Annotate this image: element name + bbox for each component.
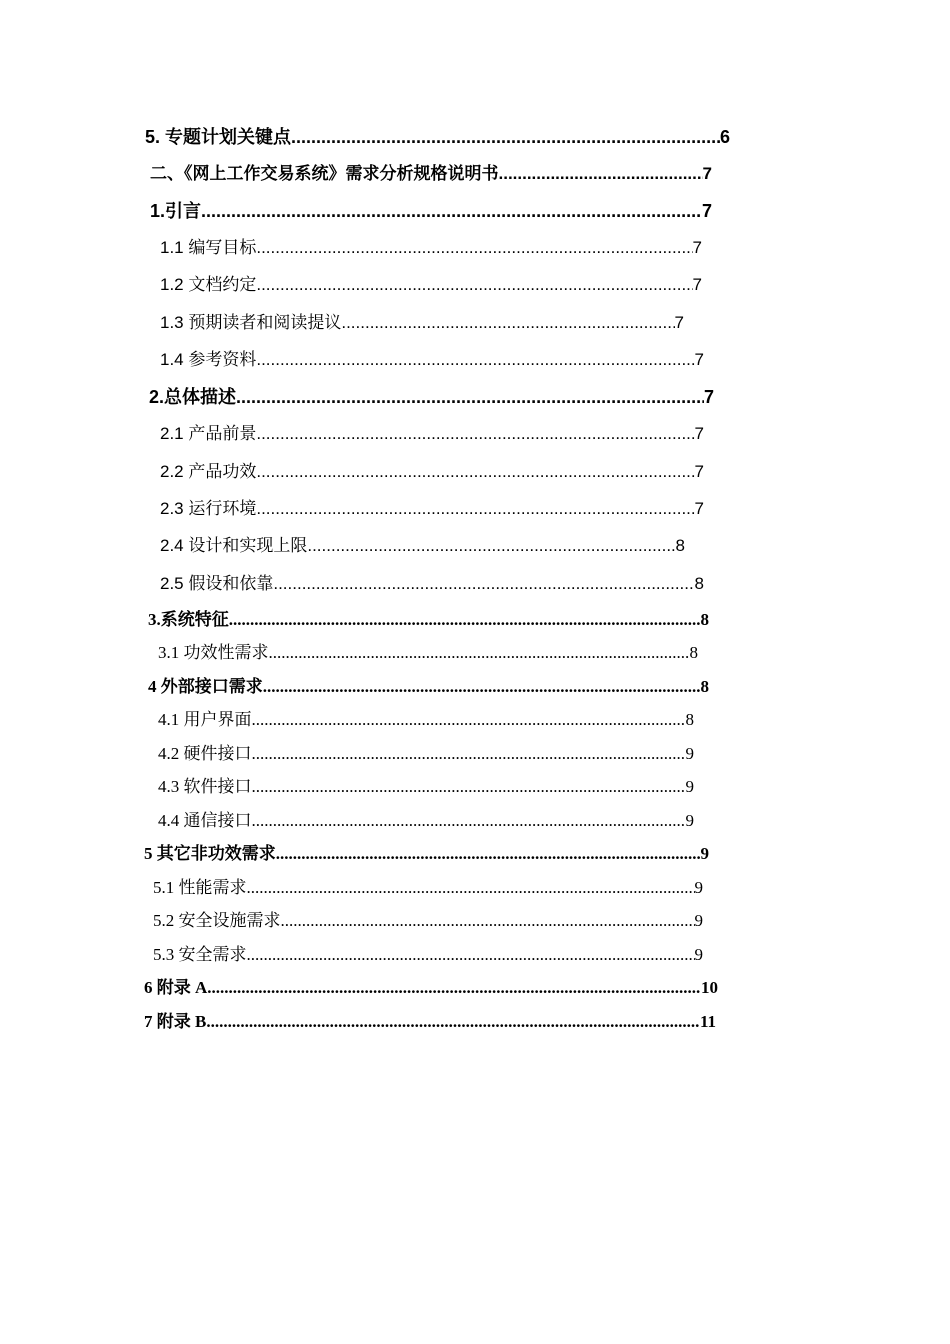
toc-leader-dots <box>256 348 694 372</box>
toc-entry-title: 3.1 功效性需求 <box>158 643 269 662</box>
toc-entry[interactable] <box>153 943 703 967</box>
toc-entry-page: 11 <box>699 1012 716 1031</box>
toc-leader-dots <box>206 1010 700 1034</box>
toc-leader-dots <box>307 534 675 558</box>
toc-leader-dots <box>252 742 686 766</box>
toc-leader-dots <box>276 842 701 866</box>
toc-entry-page: 8 <box>700 610 709 629</box>
toc-entry-title: 4.2 硬件接口 <box>158 744 252 763</box>
toc-entry-title: 5 其它非功效需求 <box>144 844 276 863</box>
toc-entry-title: 4.4 通信接口 <box>158 811 252 830</box>
toc-entry-title: 1.4 参考资料 <box>160 350 257 369</box>
toc-entry-page: 9 <box>694 945 703 964</box>
toc-entry-title: 二、《网上工作交易系统》需求分析规格说明书 <box>150 164 499 183</box>
toc-leader-dots <box>207 976 701 1000</box>
toc-entry-title: 5.1 性能需求 <box>153 878 247 897</box>
toc-entry[interactable] <box>144 1010 716 1034</box>
toc-entry[interactable] <box>149 385 714 409</box>
toc-entry-page: 7 <box>702 164 712 183</box>
toc-leader-dots <box>269 641 690 665</box>
toc-entry-page: 9 <box>685 777 694 796</box>
toc-entry-title: 5.2 安全设施需求 <box>153 911 281 930</box>
toc-entry-title: 2.1 产品前景 <box>160 424 257 443</box>
toc-entry-page: 7 <box>694 462 704 481</box>
toc-entry-page: 7 <box>692 238 702 257</box>
toc-leader-dots <box>273 572 694 596</box>
toc-leader-dots <box>263 675 701 699</box>
toc-entry-title: 2.3 运行环境 <box>160 499 257 518</box>
toc-leader-dots <box>291 125 720 149</box>
toc-entry-page: 7 <box>701 201 712 221</box>
toc-leader-dots <box>247 876 695 900</box>
toc-entry-page: 9 <box>685 744 694 763</box>
toc-leader-dots <box>256 460 694 484</box>
toc-entry-title: 4 外部接口需求 <box>148 677 263 696</box>
toc-entry-page: 7 <box>692 275 702 294</box>
toc-entry-page: 6 <box>719 127 730 147</box>
toc-entry[interactable] <box>158 775 694 799</box>
toc-entry[interactable] <box>158 641 698 665</box>
toc-entry-title: 2.4 设计和实现上限 <box>160 536 308 555</box>
toc-entry-page: 8 <box>675 536 685 555</box>
toc-leader-dots <box>252 809 686 833</box>
toc-entry-title: 2.2 产品功效 <box>160 462 257 481</box>
toc-leader-dots <box>499 162 703 186</box>
toc-entry[interactable] <box>160 348 704 372</box>
toc-leader-dots <box>252 775 686 799</box>
toc-entry-page: 7 <box>694 350 704 369</box>
toc-entry[interactable] <box>144 976 718 1000</box>
toc-entry[interactable] <box>153 909 703 933</box>
toc-entry-title: 2.5 假设和依靠 <box>160 574 274 593</box>
toc-leader-dots <box>256 497 694 521</box>
toc-entry[interactable] <box>160 311 684 335</box>
toc-entry[interactable] <box>148 608 709 632</box>
toc-entry-title: 3.系统特征 <box>148 610 229 629</box>
toc-entry-title: 5. 专题计划关键点 <box>145 127 292 147</box>
toc-leader-dots <box>281 909 695 933</box>
toc-entry[interactable] <box>160 572 704 596</box>
toc-entry-title: 2.总体描述 <box>149 387 237 407</box>
toc-leader-dots <box>256 273 692 297</box>
toc-entry-title: 1.3 预期读者和阅读提议 <box>160 313 342 332</box>
toc-entry[interactable] <box>158 708 694 732</box>
toc-entry[interactable] <box>145 125 730 149</box>
toc-entry-title: 7 附录 B <box>144 1012 207 1031</box>
toc-leader-dots <box>229 608 701 632</box>
toc-entry-title: 1.引言 <box>150 201 202 221</box>
toc-entry[interactable] <box>148 675 709 699</box>
toc-entry-page: 8 <box>700 677 709 696</box>
toc-entry[interactable] <box>144 842 709 866</box>
toc-entry[interactable] <box>160 534 685 558</box>
toc-entry-title: 4.1 用户界面 <box>158 710 252 729</box>
toc-entry-page: 9 <box>694 911 703 930</box>
toc-entry-page: 7 <box>674 313 684 332</box>
toc-entry-page: 9 <box>685 811 694 830</box>
toc-entry[interactable] <box>160 422 704 446</box>
toc-entry-page: 8 <box>685 710 694 729</box>
toc-entry-page: 9 <box>700 844 709 863</box>
toc-leader-dots <box>341 311 674 335</box>
toc-entry[interactable] <box>160 236 702 260</box>
toc-entry-title: 1.1 编写目标 <box>160 238 257 257</box>
toc-leader-dots <box>201 199 702 223</box>
toc-entry[interactable] <box>160 460 704 484</box>
toc-entry[interactable] <box>150 199 712 223</box>
toc-entry-page: 7 <box>694 499 704 518</box>
toc-entry[interactable] <box>153 876 703 900</box>
toc-entry-title: 4.3 软件接口 <box>158 777 252 796</box>
toc-entry-page: 9 <box>694 878 703 897</box>
toc-entry[interactable] <box>158 742 694 766</box>
toc-entry[interactable] <box>158 809 694 833</box>
toc-leader-dots <box>252 708 686 732</box>
toc-entry[interactable] <box>150 162 712 186</box>
toc-entry-title: 6 附录 A <box>144 978 208 997</box>
toc-entry-page: 8 <box>689 643 698 662</box>
toc-entry-page: 7 <box>694 424 704 443</box>
toc-entry[interactable] <box>160 273 702 297</box>
toc-entry-title: 5.3 安全需求 <box>153 945 247 964</box>
toc-leader-dots <box>236 385 704 409</box>
toc-entry-page: 10 <box>701 978 718 997</box>
toc-entry-page: 7 <box>703 387 714 407</box>
toc-entry-page: 8 <box>694 574 704 593</box>
toc-entry[interactable] <box>160 497 704 521</box>
toc-leader-dots <box>247 943 695 967</box>
toc-leader-dots <box>256 422 694 446</box>
toc-entry-title: 1.2 文档约定 <box>160 275 257 294</box>
toc-leader-dots <box>256 236 692 260</box>
